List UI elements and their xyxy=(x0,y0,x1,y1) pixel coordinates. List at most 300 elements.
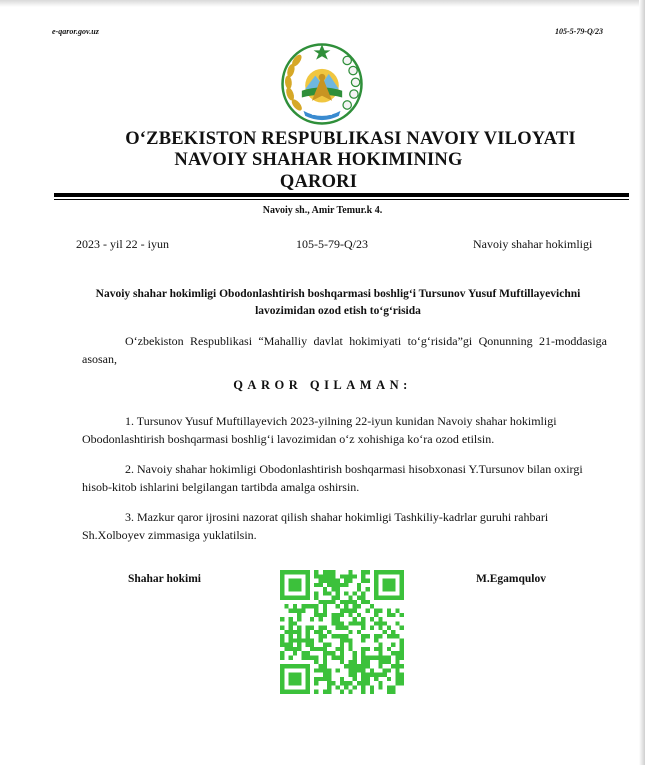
qr-module xyxy=(336,656,340,660)
qr-module xyxy=(323,668,327,672)
title-line-2: NAVOIY SHAHAR HOKIMINING xyxy=(174,150,463,170)
qr-module xyxy=(395,664,399,668)
site-url: e-qaror.gov.uz xyxy=(52,27,99,36)
qr-module xyxy=(361,638,365,642)
qr-module xyxy=(348,673,352,677)
qr-module xyxy=(293,604,297,608)
qr-module xyxy=(297,617,301,621)
qr-module xyxy=(306,630,310,634)
qr-module xyxy=(318,668,322,672)
qr-module xyxy=(400,656,404,660)
qr-module xyxy=(318,664,322,668)
qr-module xyxy=(340,583,344,587)
qr-module xyxy=(310,656,314,660)
qr-module xyxy=(293,630,297,634)
qr-module xyxy=(331,651,335,655)
qr-module xyxy=(331,596,335,600)
qr-module xyxy=(331,570,335,574)
qr-module xyxy=(400,626,404,630)
qr-module xyxy=(395,673,399,677)
qr-module xyxy=(348,647,352,651)
qr-module xyxy=(357,583,361,587)
qr-module xyxy=(318,579,322,583)
qr-module xyxy=(331,621,335,625)
qr-module xyxy=(353,608,357,612)
qr-module xyxy=(310,638,314,642)
qr-module xyxy=(378,651,382,655)
qr-module xyxy=(361,685,365,689)
qr-module xyxy=(378,626,382,630)
qr-module xyxy=(348,638,352,642)
qr-module xyxy=(306,634,310,638)
signatory-name: M.Egamqulov xyxy=(476,573,546,585)
qr-module xyxy=(306,651,310,655)
qr-module xyxy=(331,617,335,621)
qr-module xyxy=(378,656,382,660)
qr-module xyxy=(340,651,344,655)
qr-module xyxy=(400,647,404,651)
qr-module xyxy=(361,673,365,677)
qr-module xyxy=(331,634,335,638)
qr-module xyxy=(336,604,340,608)
qr-module xyxy=(366,600,370,604)
qr-module xyxy=(289,656,293,660)
qr-module xyxy=(357,604,361,608)
qr-module xyxy=(353,673,357,677)
qr-module xyxy=(400,664,404,668)
qr-module xyxy=(357,630,361,634)
qr-module xyxy=(370,617,374,621)
qr-module xyxy=(340,574,344,578)
qr-module xyxy=(353,600,357,604)
qr-module xyxy=(353,656,357,660)
qr-module xyxy=(314,591,318,595)
qr-module xyxy=(323,647,327,651)
qr-module xyxy=(323,613,327,617)
qr-module xyxy=(378,617,382,621)
qr-module xyxy=(301,651,305,655)
qr-module xyxy=(310,643,314,647)
qr-module xyxy=(383,660,387,664)
qr-module xyxy=(297,626,301,630)
qr-module xyxy=(344,591,348,595)
qr-module xyxy=(357,596,361,600)
qr-module xyxy=(344,579,348,583)
qr-module xyxy=(327,681,331,685)
qr-module xyxy=(301,604,305,608)
qr-module xyxy=(327,690,331,694)
qr-module xyxy=(400,681,404,685)
qr-module xyxy=(340,608,344,612)
qr-module xyxy=(340,634,344,638)
qr-module xyxy=(323,570,327,574)
qr-module xyxy=(370,673,374,677)
qr-module xyxy=(357,621,361,625)
qr-module xyxy=(387,690,391,694)
qr-module xyxy=(293,651,297,655)
qr-module xyxy=(314,613,318,617)
qr-module xyxy=(361,634,365,638)
qr-module xyxy=(327,677,331,681)
qr-module xyxy=(353,677,357,681)
qr-module xyxy=(361,660,365,664)
qr-module xyxy=(361,651,365,655)
qr-module xyxy=(374,638,378,642)
qr-module xyxy=(314,630,318,634)
qr-module xyxy=(353,591,357,595)
qr-module xyxy=(383,579,396,592)
qr-module xyxy=(318,626,322,630)
qr-module xyxy=(336,579,340,583)
qr-module xyxy=(336,634,340,638)
header-rule-thick xyxy=(54,193,629,197)
qr-module xyxy=(391,651,395,655)
qr-module xyxy=(395,656,399,660)
qr-module xyxy=(327,685,331,689)
qr-module xyxy=(357,681,361,685)
qr-module xyxy=(327,630,331,634)
qr-module xyxy=(314,668,318,672)
qr-module xyxy=(348,621,352,625)
qr-module xyxy=(366,570,370,574)
qr-module xyxy=(353,685,357,689)
qr-module xyxy=(383,673,387,677)
qr-module xyxy=(370,668,374,672)
qr-module xyxy=(378,681,382,685)
decree-issuer: Navoiy shahar hokimligi xyxy=(473,237,593,251)
qr-module xyxy=(391,643,395,647)
qr-module xyxy=(361,690,365,694)
qr-module xyxy=(289,579,302,592)
qr-module xyxy=(400,643,404,647)
decree-number: 105-5-79-Q/23 xyxy=(296,237,368,251)
qr-module xyxy=(361,570,365,574)
qr-module xyxy=(323,608,327,612)
qr-module xyxy=(323,600,327,604)
qr-module xyxy=(348,690,352,694)
qr-module xyxy=(340,677,344,681)
qr-module xyxy=(344,604,348,608)
qr-module xyxy=(395,681,399,685)
qr-module xyxy=(327,643,331,647)
qr-module xyxy=(340,647,344,651)
qr-module xyxy=(340,643,344,647)
qr-module xyxy=(310,647,314,651)
qr-module xyxy=(348,681,352,685)
qr-module xyxy=(348,643,352,647)
qr-module xyxy=(323,604,327,608)
qr-module xyxy=(289,617,293,621)
qr-module xyxy=(327,651,331,655)
qr-module xyxy=(387,626,391,630)
qr-module xyxy=(383,668,387,672)
qr-module xyxy=(336,621,340,625)
qr-module xyxy=(323,651,327,655)
qr-module xyxy=(361,579,365,583)
qr-module xyxy=(340,690,344,694)
qr-module xyxy=(361,677,365,681)
qr-module xyxy=(391,690,395,694)
qr-module xyxy=(297,608,301,612)
qr-module xyxy=(395,634,399,638)
qr-module xyxy=(353,574,357,578)
qr-module xyxy=(366,681,370,685)
qr-module xyxy=(336,583,340,587)
qr-module xyxy=(348,608,352,612)
qr-module xyxy=(336,613,340,617)
qr-module xyxy=(344,608,348,612)
preamble xyxy=(82,332,607,368)
qr-module xyxy=(366,647,370,651)
qr-module xyxy=(280,638,284,642)
qr-module xyxy=(301,656,305,660)
qr-module xyxy=(374,608,378,612)
qr-module xyxy=(327,591,331,595)
qr-module xyxy=(284,630,288,634)
qr-module xyxy=(366,608,370,612)
qr-module xyxy=(387,647,391,651)
qr-module xyxy=(310,617,314,621)
header-doc-number: 105-5-79-Q/23 xyxy=(555,27,603,36)
qr-module xyxy=(366,587,370,591)
qr-module xyxy=(289,630,293,634)
qr-module xyxy=(297,634,301,638)
qr-module xyxy=(323,587,327,591)
qr-module xyxy=(336,626,340,630)
qr-module xyxy=(293,621,297,625)
qr-module xyxy=(361,591,365,595)
qr-module xyxy=(353,617,357,621)
qr-module xyxy=(370,626,374,630)
qr-module xyxy=(314,583,318,587)
qr-module xyxy=(357,613,361,617)
qr-module xyxy=(366,634,370,638)
qr-module xyxy=(318,617,322,621)
qr-module xyxy=(387,613,391,617)
qr-module xyxy=(323,656,327,660)
qr-module xyxy=(323,643,327,647)
qr-module xyxy=(353,668,357,672)
qr-module xyxy=(293,638,297,642)
qr-module xyxy=(374,621,378,625)
qr-code-icon[interactable] xyxy=(280,570,404,694)
qr-module xyxy=(387,685,391,689)
qr-module xyxy=(366,579,370,583)
decree-item-text: 1. Tursunov Yusuf Muftillayevich 2023-yilning 22-iyun kunidan Navoiy shahar hokimligi Obodonlashtirish boshqarmasi boshlig‘i lavozimidan o‘z xohishiga ko‘ra ozod etilsin. xyxy=(82,414,557,446)
qr-module xyxy=(289,673,302,686)
uzbekistan-state-emblem-icon xyxy=(280,42,364,126)
header-rule-thin xyxy=(54,199,629,200)
qr-module xyxy=(366,660,370,664)
qr-module xyxy=(378,664,382,668)
qr-module xyxy=(340,660,344,664)
qr-module xyxy=(331,656,335,660)
address: Navoiy sh., Amir Temur.k 4. xyxy=(262,205,383,216)
qr-module xyxy=(395,608,399,612)
qr-module xyxy=(280,651,284,655)
title-line-1: O‘ZBEKISTON RESPUBLIKASI NAVOIY VILOYATI xyxy=(125,129,576,149)
qr-module xyxy=(348,668,352,672)
decree-item-3 xyxy=(82,508,607,544)
qr-module xyxy=(327,570,331,574)
qr-module xyxy=(361,600,365,604)
qr-module xyxy=(348,660,352,664)
qr-module xyxy=(353,664,357,668)
qr-module xyxy=(289,647,293,651)
qr-module xyxy=(378,660,382,664)
qr-module xyxy=(318,600,322,604)
qr-module xyxy=(318,677,322,681)
decree-item-1 xyxy=(82,412,607,448)
qr-module xyxy=(374,677,378,681)
qr-module xyxy=(370,685,374,689)
qr-module xyxy=(318,634,322,638)
qr-module xyxy=(314,660,318,664)
qr-module xyxy=(361,647,365,651)
qr-module xyxy=(366,677,370,681)
qr-module xyxy=(318,647,322,651)
qr-module xyxy=(306,643,310,647)
decree-date: 2023 - yil 22 - iyun xyxy=(76,237,169,251)
qr-module xyxy=(331,587,335,591)
qr-module xyxy=(361,574,365,578)
qr-module xyxy=(344,634,348,638)
qr-module xyxy=(353,621,357,625)
decree-item-2 xyxy=(82,460,607,496)
qr-module xyxy=(378,608,382,612)
qr-module xyxy=(293,608,297,612)
qr-module xyxy=(318,583,322,587)
qr-module xyxy=(327,574,331,578)
qr-module xyxy=(344,681,348,685)
qr-module xyxy=(318,574,322,578)
qr-module xyxy=(395,660,399,664)
qr-module xyxy=(387,677,391,681)
qr-module xyxy=(395,668,399,672)
qr-module xyxy=(383,630,387,634)
qr-module xyxy=(374,656,378,660)
qr-module xyxy=(331,613,335,617)
qr-module xyxy=(336,668,340,672)
qr-module xyxy=(280,656,284,660)
qr-module xyxy=(348,613,352,617)
qr-module xyxy=(318,638,322,642)
qr-module xyxy=(336,647,340,651)
qr-module xyxy=(374,647,378,651)
qr-module xyxy=(340,638,344,642)
qr-module xyxy=(318,630,322,634)
qr-module xyxy=(323,677,327,681)
qr-module xyxy=(340,613,344,617)
qr-module xyxy=(323,664,327,668)
qr-module xyxy=(323,660,327,664)
qr-module xyxy=(340,656,344,660)
qr-module xyxy=(348,574,352,578)
qr-module xyxy=(280,643,284,647)
qr-module xyxy=(391,630,395,634)
qr-module xyxy=(383,656,387,660)
qr-module xyxy=(387,660,391,664)
qr-module xyxy=(289,608,293,612)
qr-module xyxy=(344,685,348,689)
decree-item-text: 3. Mazkur qaror ijrosini nazorat qilish shahar hokimligi Tashkiliy-kadrlar guruhi rahbari Sh.Xolboyev zimmasiga yuklatilsin. xyxy=(82,510,549,542)
qr-module xyxy=(370,604,374,608)
qr-module xyxy=(357,668,361,672)
preamble-text: O‘zbekiston Respublikasi “Mahalliy davlat hokimiyati to‘g‘risida”gi Qonunning 21-moddasiga asosan, xyxy=(82,334,607,366)
qr-module xyxy=(280,634,284,638)
qr-module xyxy=(387,634,391,638)
qr-module xyxy=(331,681,335,685)
qr-module xyxy=(323,626,327,630)
qr-module xyxy=(378,634,382,638)
qr-module xyxy=(348,630,352,634)
qr-module xyxy=(344,574,348,578)
qr-module xyxy=(344,664,348,668)
qr-module xyxy=(297,630,301,634)
qr-module xyxy=(378,673,382,677)
qr-module xyxy=(301,638,305,642)
qr-module xyxy=(314,574,318,578)
qr-module xyxy=(387,656,391,660)
decree-subject: Navoiy shahar hokimligi Obodonlashtirish boshqarmasi boshlig‘i Tursunov Yusuf Muftillayevichni lavozimidan ozod etish to‘g‘risida xyxy=(95,288,581,317)
qr-module xyxy=(344,638,348,642)
qr-module xyxy=(353,660,357,664)
qr-module xyxy=(361,621,365,625)
qr-module xyxy=(336,685,340,689)
qr-module xyxy=(310,604,314,608)
qr-module xyxy=(387,608,391,612)
qr-module xyxy=(370,656,374,660)
qr-module xyxy=(340,621,344,625)
qr-module xyxy=(391,685,395,689)
qr-module xyxy=(340,681,344,685)
qr-module xyxy=(314,677,318,681)
qr-module xyxy=(327,583,331,587)
qr-module xyxy=(378,647,382,651)
qr-module xyxy=(314,690,318,694)
qr-module xyxy=(391,634,395,638)
qr-module xyxy=(306,626,310,630)
qr-module xyxy=(310,626,314,630)
qr-module xyxy=(323,634,327,638)
qr-module xyxy=(331,600,335,604)
qr-module xyxy=(327,673,331,677)
qr-module xyxy=(331,579,335,583)
qr-module xyxy=(348,600,352,604)
qr-module xyxy=(331,574,335,578)
qr-module xyxy=(289,643,293,647)
qr-module xyxy=(361,617,365,621)
qr-module xyxy=(361,668,365,672)
qr-module xyxy=(374,613,378,617)
qr-module xyxy=(391,664,395,668)
qr-module xyxy=(301,608,305,612)
qr-module xyxy=(391,613,395,617)
qr-module xyxy=(284,647,288,651)
qr-module xyxy=(323,591,327,595)
qr-module xyxy=(314,681,318,685)
qr-module xyxy=(293,647,297,651)
qr-module xyxy=(331,583,335,587)
resolve-heading: QAROR QILAMAN: xyxy=(233,378,412,392)
qr-module xyxy=(344,626,348,630)
qr-module xyxy=(378,621,382,625)
page-top-shadow xyxy=(0,0,645,7)
qr-module xyxy=(289,638,293,642)
qr-module xyxy=(306,656,310,660)
qr-module xyxy=(366,673,370,677)
qr-module xyxy=(323,579,327,583)
